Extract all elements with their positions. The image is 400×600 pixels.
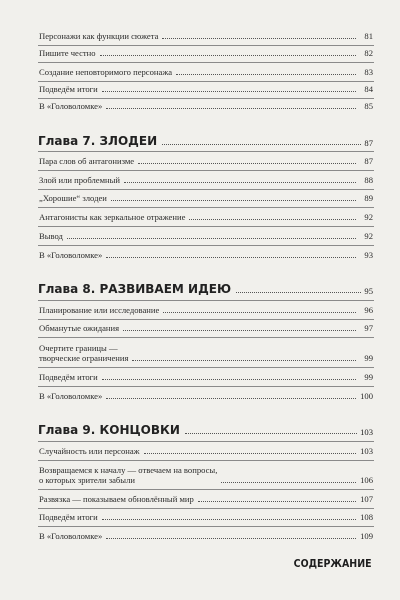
- running-footer: СОДЕРЖАНИЕ: [294, 558, 372, 570]
- divider: [38, 189, 374, 190]
- chapter-page: 103: [360, 427, 373, 437]
- divider: [38, 98, 374, 99]
- toc-entry-page: 92: [364, 231, 373, 241]
- leader-dots: [144, 453, 356, 454]
- toc-entry-page: 107: [360, 494, 373, 504]
- divider: [38, 319, 374, 320]
- divider: [38, 489, 374, 490]
- leader-dots: [138, 163, 356, 164]
- divider: [38, 460, 374, 461]
- leader-dots: [111, 200, 356, 201]
- toc-entry-title: Подведём итоги: [39, 372, 98, 382]
- divider: [38, 81, 374, 82]
- toc-entry-title: Создание неповторимого персонажа: [39, 67, 173, 77]
- toc-entry-page: 81: [364, 31, 373, 41]
- divider: [38, 386, 374, 387]
- leader-dots: [123, 330, 356, 331]
- toc-entry-title: Планирование или исследование: [39, 305, 160, 315]
- toc-entry-title: Возвращаемся к началу — отвечаем на вопросы, о которых зрители забыли: [39, 465, 218, 485]
- leader-dots: [106, 108, 356, 109]
- toc-entry[interactable]: [39, 101, 373, 111]
- divider: [38, 441, 374, 442]
- leader-dots: [221, 482, 356, 483]
- toc-entry-title: Пара слов об антагонизме: [39, 156, 135, 166]
- toc-entry-page: 85: [364, 101, 373, 111]
- toc-entry[interactable]: [39, 465, 373, 485]
- toc-entry[interactable]: [39, 156, 373, 166]
- chapter-page: 95: [364, 286, 373, 296]
- divider: [38, 151, 374, 152]
- toc-entry-page: 108: [360, 512, 373, 522]
- toc-entry-title: Развязка — показываем обновлённый мир: [39, 494, 194, 504]
- divider: [38, 508, 374, 509]
- toc-entry[interactable]: [39, 250, 373, 260]
- toc-entry-title: Персонажи как функции сюжета: [39, 31, 159, 41]
- toc-entry-title: В «Головоломке»: [39, 250, 103, 260]
- leader-dots: [185, 433, 357, 434]
- toc-entry-page: 100: [360, 391, 373, 401]
- toc-entry-title: „Хорошие“ злодеи: [39, 193, 107, 203]
- leader-dots: [67, 238, 356, 239]
- toc-entry[interactable]: [39, 305, 373, 315]
- toc-entry-title: Подведём итоги: [39, 512, 98, 522]
- toc-entry-page: 109: [360, 531, 373, 541]
- chapter-heading[interactable]: [38, 423, 373, 437]
- leader-dots: [132, 360, 356, 361]
- divider: [38, 62, 374, 63]
- leader-dots: [102, 519, 356, 520]
- toc-entry-page: 83: [364, 67, 373, 77]
- leader-dots: [189, 219, 356, 220]
- toc-entry[interactable]: [39, 391, 373, 401]
- toc-entry-title: Вывод: [39, 231, 63, 241]
- divider: [38, 300, 374, 301]
- toc-entry-page: 89: [364, 193, 373, 203]
- divider: [38, 226, 374, 227]
- toc-entry[interactable]: [39, 512, 373, 522]
- leader-dots: [236, 292, 361, 293]
- leader-dots: [100, 55, 356, 56]
- divider: [38, 207, 374, 208]
- toc-entry-page: 106: [360, 475, 373, 485]
- leader-dots: [162, 144, 361, 145]
- toc-entry-page: 103: [360, 446, 373, 456]
- toc-entry-page: 99: [364, 353, 373, 363]
- divider: [38, 170, 374, 171]
- toc-entry-page: 82: [364, 48, 373, 58]
- toc-entry-page: 96: [364, 305, 373, 315]
- toc-entry-title: Антагонисты как зеркальное отражение: [39, 212, 186, 222]
- toc-entry-page: 88: [364, 175, 373, 185]
- toc-entry[interactable]: [39, 323, 373, 333]
- toc-entry-page: 97: [364, 323, 373, 333]
- leader-dots: [102, 379, 356, 380]
- toc-entry[interactable]: [39, 231, 373, 241]
- leader-dots: [162, 38, 356, 39]
- chapter-heading[interactable]: [38, 282, 373, 296]
- chapter-title: Глава 8. РАЗВИВАЕМ ИДЕЮ: [38, 282, 232, 296]
- toc-entry[interactable]: [39, 343, 373, 363]
- toc-entry-title: Пишите честно: [39, 48, 96, 58]
- toc-entry-title: В «Головоломке»: [39, 531, 103, 541]
- toc-entry[interactable]: [39, 446, 373, 456]
- leader-dots: [102, 91, 356, 92]
- toc-entry-title: В «Головоломке»: [39, 101, 103, 111]
- toc-entry-page: 84: [364, 84, 373, 94]
- leader-dots: [106, 257, 356, 258]
- toc-entry-page: 99: [364, 372, 373, 382]
- leader-dots: [163, 312, 356, 313]
- toc-entry[interactable]: [39, 193, 373, 203]
- toc-entry-title: Подведём итоги: [39, 84, 98, 94]
- divider: [38, 367, 374, 368]
- toc-entry[interactable]: [39, 531, 373, 541]
- leader-dots: [198, 501, 356, 502]
- leader-dots: [176, 74, 356, 75]
- toc-entry[interactable]: [39, 494, 373, 504]
- toc-entry[interactable]: [39, 212, 373, 222]
- chapter-title: Глава 7. ЗЛОДЕИ: [38, 134, 158, 148]
- toc-entry[interactable]: [39, 84, 373, 94]
- toc-entry[interactable]: [39, 67, 373, 77]
- toc-entry[interactable]: [39, 48, 373, 58]
- leader-dots: [124, 182, 356, 183]
- toc-entry[interactable]: [39, 372, 373, 382]
- toc-entry-title: Обманутые ожидания: [39, 323, 120, 333]
- divider: [38, 337, 374, 338]
- divider: [38, 45, 374, 46]
- toc-entry[interactable]: [39, 175, 373, 185]
- chapter-heading[interactable]: [38, 134, 373, 148]
- leader-dots: [106, 538, 356, 539]
- divider: [38, 245, 374, 246]
- chapter-title: Глава 9. КОНЦОВКИ: [38, 423, 180, 437]
- chapter-page: 87: [364, 138, 373, 148]
- toc-entry-page: 87: [364, 156, 373, 166]
- divider: [38, 526, 374, 527]
- toc-entry-page: 93: [364, 250, 373, 260]
- leader-dots: [106, 398, 356, 399]
- toc-entry-page: 92: [364, 212, 373, 222]
- toc-entry-title: Злой или проблемный: [39, 175, 121, 185]
- toc-entry[interactable]: [39, 31, 373, 41]
- toc-entry-title: В «Головоломке»: [39, 391, 103, 401]
- toc-entry-title: Случайность или персонаж: [39, 446, 140, 456]
- toc-entry-title: Очертите границы — творческие ограничения: [39, 343, 129, 363]
